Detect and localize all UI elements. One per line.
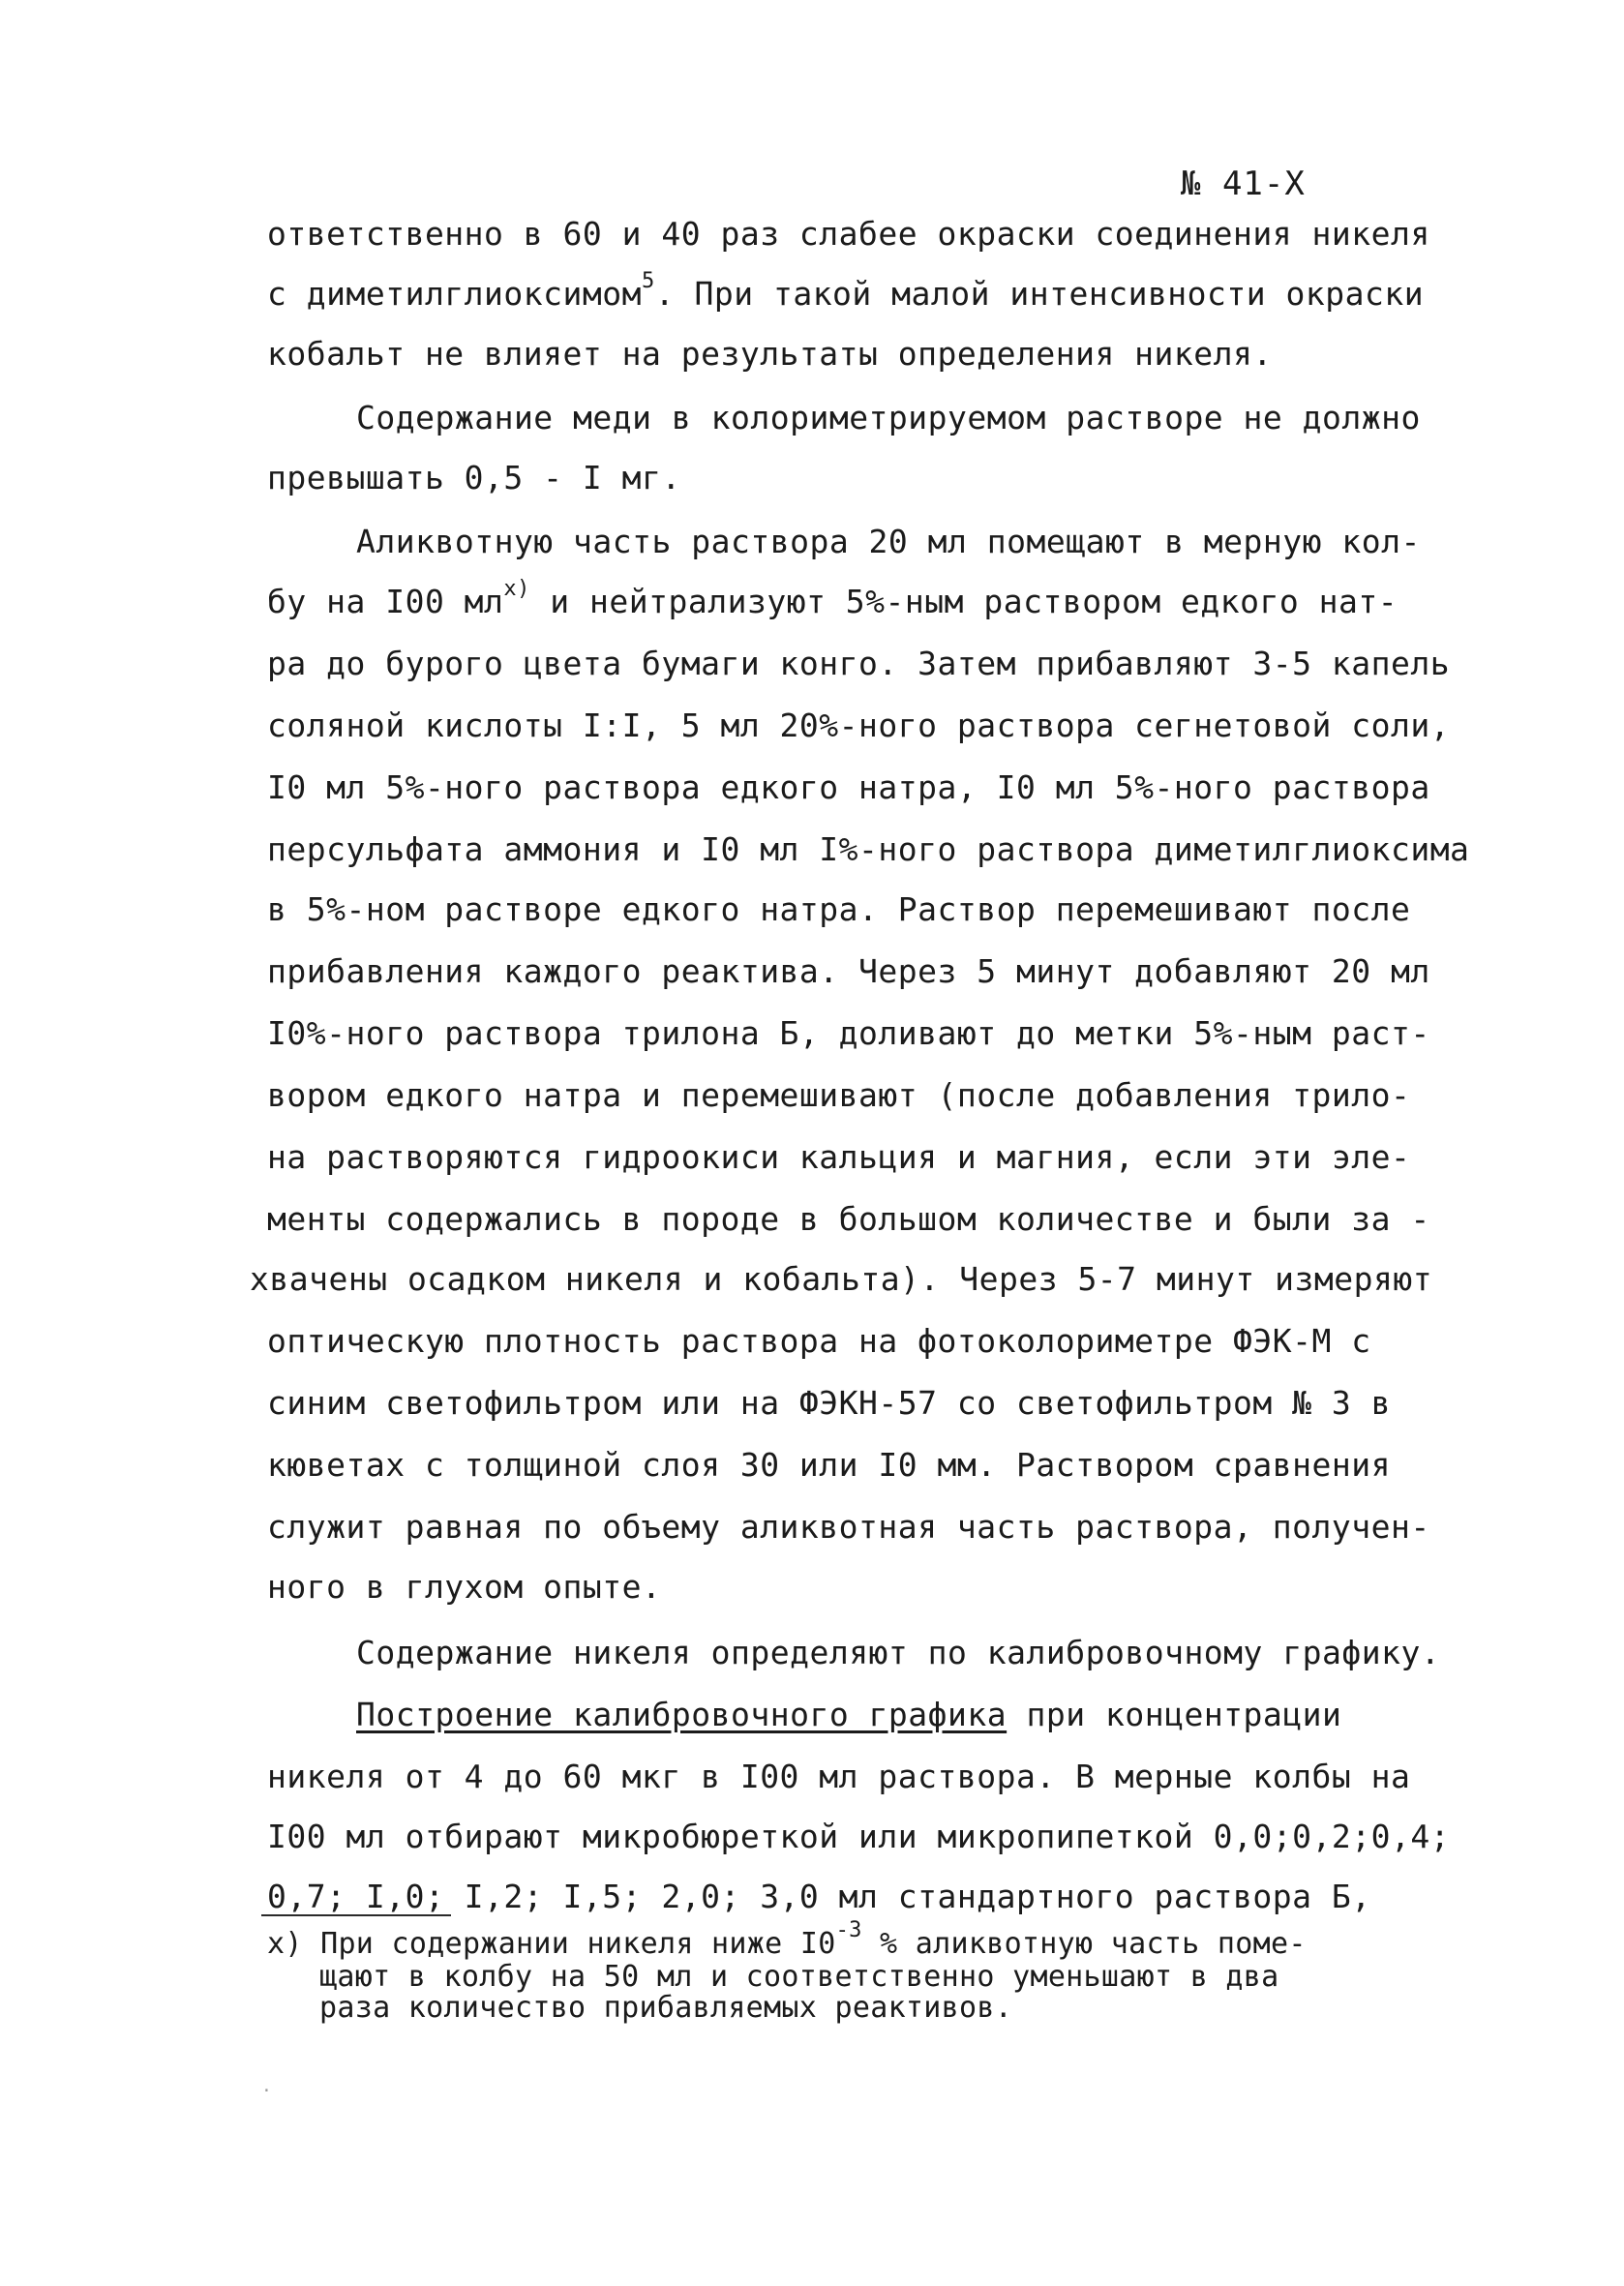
text-segment: при концентрации <box>1007 1696 1342 1733</box>
paragraph-line: ответственно в 60 и 40 раз слабее окраски соединения никеля <box>267 215 1430 253</box>
paragraph-line: ного в глухом опыте. <box>267 1568 662 1606</box>
paragraph-line: синим светофильтром или на ФЭКН-57 со светофильтром № 3 в <box>267 1384 1391 1422</box>
footnote-line: раза количество прибавляемых реактивов. <box>319 1991 1013 2025</box>
paragraph-line: ра до бурого цвета бумаги конго. Затем прибавляют 3-5 капель <box>267 645 1451 682</box>
exponent-superscript: -3 <box>835 1918 862 1942</box>
paragraph-line: персульфата аммония и I0 мл I%-ного раствора диметилглиоксима <box>267 830 1470 868</box>
paragraph-line: вором едкого натра и перемешивают (после добавления трило- <box>267 1076 1411 1114</box>
paragraph-line: I0 мл 5%-ного раствора едкого натра, I0 мл 5%-ного раствора <box>267 768 1430 806</box>
scan-speck: · <box>261 2081 272 2101</box>
footnote-line: щают в колбу на 50 мл и соответственно уменьшают в два <box>319 1960 1279 1994</box>
footnote-rule <box>261 1914 451 1916</box>
section-heading: Построение калибровочного графика <box>356 1696 1007 1733</box>
text-segment: x) При содержании никеля ниже I0 <box>267 1927 836 1961</box>
paragraph-line: кюветах с толщиной слоя 30 или I0 мм. Раствором сравнения <box>267 1446 1391 1484</box>
page-number: № 41-X <box>1181 165 1306 203</box>
text-segment: . При такой малой интенсивности окраски <box>654 275 1425 313</box>
paragraph-line: Аликвотную часть раствора 20 мл помещают в мерную кол- <box>356 523 1421 560</box>
text-segment: с диметилглиоксимом <box>267 275 642 313</box>
reference-superscript: 5 <box>642 269 655 293</box>
paragraph-line: менты содержались в породе в большом количестве и были за - <box>267 1200 1430 1238</box>
paragraph-line: никеля от 4 до 60 мкг в I00 мл раствора. В мерные колбы на <box>267 1758 1411 1795</box>
paragraph-line: I00 мл отбирают микробюреткой или микропипеткой 0,0;0,2;0,4; <box>267 1818 1451 1855</box>
paragraph-line: служит равная по объему аликвотная часть раствора, получен- <box>267 1508 1430 1546</box>
footnote-line <box>267 1918 1307 1961</box>
footnote-marker: x) <box>503 577 530 601</box>
paragraph-line: прибавления каждого реактива. Через 5 минут добавляют 20 мл <box>267 952 1430 990</box>
paragraph-line: хвачены осадком никеля и кобальта). Через 5-7 минут измеряют <box>250 1260 1433 1298</box>
paragraph-line: Содержание никеля определяют по калибровочному графику. <box>356 1634 1441 1671</box>
paragraph-line <box>356 1696 1341 1734</box>
paragraph-line: в 5%-ном растворе едкого натра. Раствор перемешивают после <box>267 890 1411 928</box>
paragraph-line: соляной кислоты I:I, 5 мл 20%-ного раствора сегнетовой соли, <box>267 707 1451 744</box>
text-segment: % аликвотную часть поме- <box>861 1927 1307 1961</box>
paragraph-line: 0,7; I,0; I,2; I,5; 2,0; 3,0 мл стандартного раствора Б, <box>267 1878 1371 1915</box>
paragraph-line <box>267 269 1425 314</box>
paragraph-line: Содержание меди в колориметрируемом растворе не должно <box>356 399 1421 436</box>
text-segment: бу на I00 мл <box>267 583 504 620</box>
paragraph-line: оптическую плотность раствора на фотоколориметре ФЭК-М с <box>267 1322 1371 1360</box>
paragraph-line: на растворяются гидроокиси кальция и магния, если эти эле- <box>267 1138 1411 1176</box>
paragraph-line: I0%-ного раствора трилона Б, доливают до метки 5%-ным раст- <box>267 1014 1430 1052</box>
paragraph-line: кобальт не влияет на результаты определения никеля. <box>267 335 1273 373</box>
paragraph-line <box>267 577 1398 621</box>
paragraph-line: превышать 0,5 - I мг. <box>267 459 681 496</box>
text-segment: и нейтрализуют 5%-ным раствором едкого нат- <box>529 583 1398 620</box>
